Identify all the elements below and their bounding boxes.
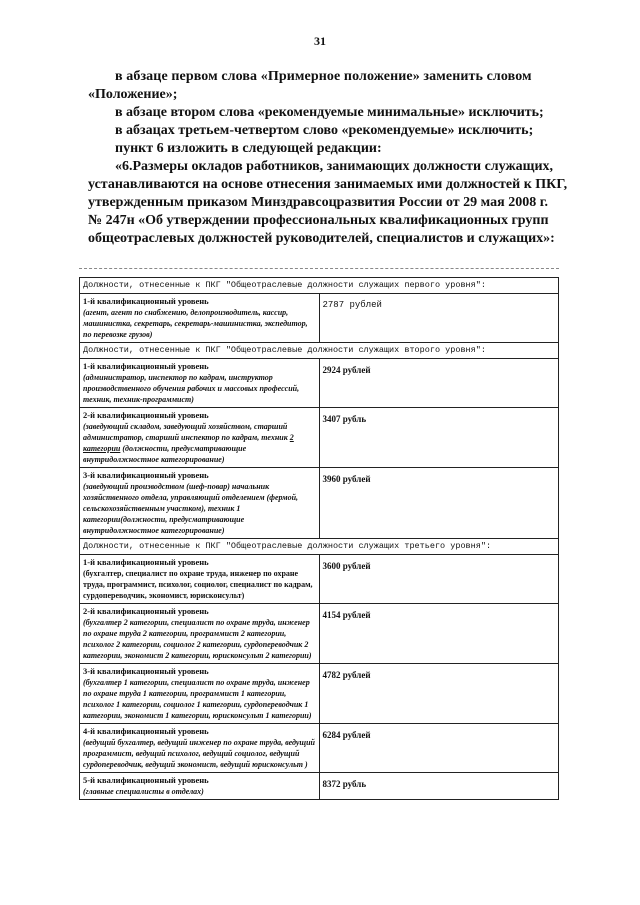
salary-cell: 4782 рублей — [319, 664, 559, 724]
paragraph-line: № 247н «Об утверждении профессиональных квалификационных групп — [88, 213, 549, 228]
salary-cell: 4154 рублей — [319, 604, 559, 664]
group-header-text: Должности, отнесенные к ПКГ "Общеотраслевые должности служащих второго уровня": — [83, 345, 486, 355]
underlined-text: 2 категории — [83, 433, 294, 453]
level-title: 1-й квалификационный уровень — [83, 361, 209, 371]
level-title: 1-й квалификационный уровень — [83, 557, 209, 567]
description-part: (должности, предусматривающие внутридолжностное категорирование) — [83, 444, 247, 464]
paragraph-line: пункт 6 изложить в следующей редакции: — [115, 141, 382, 156]
table-row — [80, 773, 559, 800]
table-row — [80, 664, 559, 724]
group-header-text: Должности, отнесенные к ПКГ "Общеотраслевые должности служащих третьего уровня": — [83, 541, 492, 551]
position-cell — [80, 408, 320, 468]
position-cell — [80, 359, 320, 408]
table-row — [80, 408, 559, 468]
table-row — [80, 294, 559, 343]
table-row — [80, 278, 559, 294]
paragraph-5 — [88, 158, 588, 248]
paragraph-line: устанавливаются на основе отнесения занимаемых ими должностей к ПКГ, — [88, 177, 568, 192]
group-header — [80, 343, 559, 359]
paragraph-line: общеотраслевых должностей руководителей, специалистов и служащих»: — [88, 231, 555, 246]
paragraph-line: «Положение»; — [88, 87, 178, 102]
level-description: (бухгалтер 1 категории, специалист по охране труда, инженер по охране труда 1 категории, программист 1 категории, психолог 1 категории, социолог 1 категории, сурдопереводчик 1 категории, экономист 1 категории, юрисконсульт 1 категории) — [83, 678, 312, 720]
level-description: (ведущий бухгалтер, ведущий инженер по охране труда, ведущий программист, ведущий психолог, ведущий социолог, ведущий сурдопереводчик, ведущий экономист, ведущий юрисконсульт ) — [83, 738, 315, 769]
salary-cell: 8372 рубль — [319, 773, 559, 800]
group-header — [80, 278, 559, 294]
page-number: 31 — [314, 34, 326, 48]
table-row — [80, 555, 559, 604]
position-cell — [80, 724, 320, 773]
level-description: (администратор, инспектор по кадрам, инструктор производственного обучения рабочих и массовых профессий, техник, техник-программист) — [83, 373, 300, 404]
table-row — [80, 604, 559, 664]
table-row — [80, 724, 559, 773]
paragraph-4 — [88, 140, 588, 158]
level-description: (агент, агент по снабжению, делопроизводитель, кассир, машинистка, секретарь, секретарь-машинистка, экспедитор, по перевозке грузов) — [83, 308, 308, 339]
position-cell — [80, 773, 320, 800]
position-cell — [80, 664, 320, 724]
level-title: 2-й квалификационный уровень — [83, 410, 209, 420]
salary-cell: 2924 рублей — [319, 359, 559, 408]
paragraph-line: в абзаце втором слова «рекомендуемые минимальные» исключить; — [115, 105, 544, 120]
description-part: (заведующий складом, заведующий хозяйством, старший администратор, старший инспектор по кадрам, техник — [83, 422, 290, 442]
group-header-text: Должности, отнесенные к ПКГ "Общеотраслевые должности служащих первого уровня": — [83, 280, 486, 290]
dashed-divider — [79, 268, 559, 269]
salary-cell: 3960 рублей — [319, 468, 559, 539]
level-title: 2-й квалификационный уровень — [83, 606, 209, 616]
paragraph-1 — [88, 68, 588, 104]
level-description — [83, 421, 316, 465]
level-description: (главные специалисты в отделах) — [83, 787, 204, 796]
level-title: 1-й квалификационный уровень — [83, 296, 209, 306]
salary-cell: 3600 рублей — [319, 555, 559, 604]
paragraph-line: утвержденным приказом Минздравсоцразвития России от 29 мая 2008 г. — [88, 195, 548, 210]
paragraph-line: «6.Размеры окладов работников, занимающих должности служащих, — [115, 159, 554, 174]
position-cell — [80, 294, 320, 343]
group-header — [80, 539, 559, 555]
level-title: 3-й квалификационный уровень — [83, 470, 209, 480]
level-title: 5-й квалификационный уровень — [83, 775, 209, 785]
table-row — [80, 468, 559, 539]
level-description: (бухгалтер, специалист по охране труда, инженер по охране труда, программист, психолог, социолог, специалист по кадрам, сурдопереводчик, экономист, юрисконсульт) — [83, 569, 313, 600]
level-title: 3-й квалификационный уровень — [83, 666, 209, 676]
position-cell — [80, 604, 320, 664]
position-cell — [80, 555, 320, 604]
table-row — [80, 343, 559, 359]
level-title: 4-й квалификационный уровень — [83, 726, 209, 736]
level-description: (заведующий производством (шеф-повар) начальник хозяйственного отдела, управляющий отделением (фермой, сельскохозяйственным участком), техник 1 категории(должности, предусматривающие внутридолжностное категорирование) — [83, 482, 299, 535]
table-row — [80, 359, 559, 408]
paragraph-3 — [88, 122, 588, 140]
salary-table — [79, 277, 559, 800]
salary-cell: 3407 рубль — [319, 408, 559, 468]
table-row — [80, 539, 559, 555]
paragraph-2 — [88, 104, 588, 122]
paragraph-line: в абзаце первом слова «Примерное положение» заменить словом — [115, 69, 532, 84]
salary-cell: 2787 рублей — [319, 294, 559, 343]
position-cell — [80, 468, 320, 539]
level-description: (бухгалтер 2 категории, специалист по охране труда, инженер по охране труда 2 категории, программист 2 категории, психолог 2 категории, социолог 2 категории, сурдопереводчик 2 категории, экономист 2 категории, юрисконсульт 2 категории) — [83, 618, 312, 660]
paragraph-line: в абзацах третьем-четвертом слово «рекомендуемые» исключить; — [115, 123, 534, 138]
salary-cell: 6284 рублей — [319, 724, 559, 773]
